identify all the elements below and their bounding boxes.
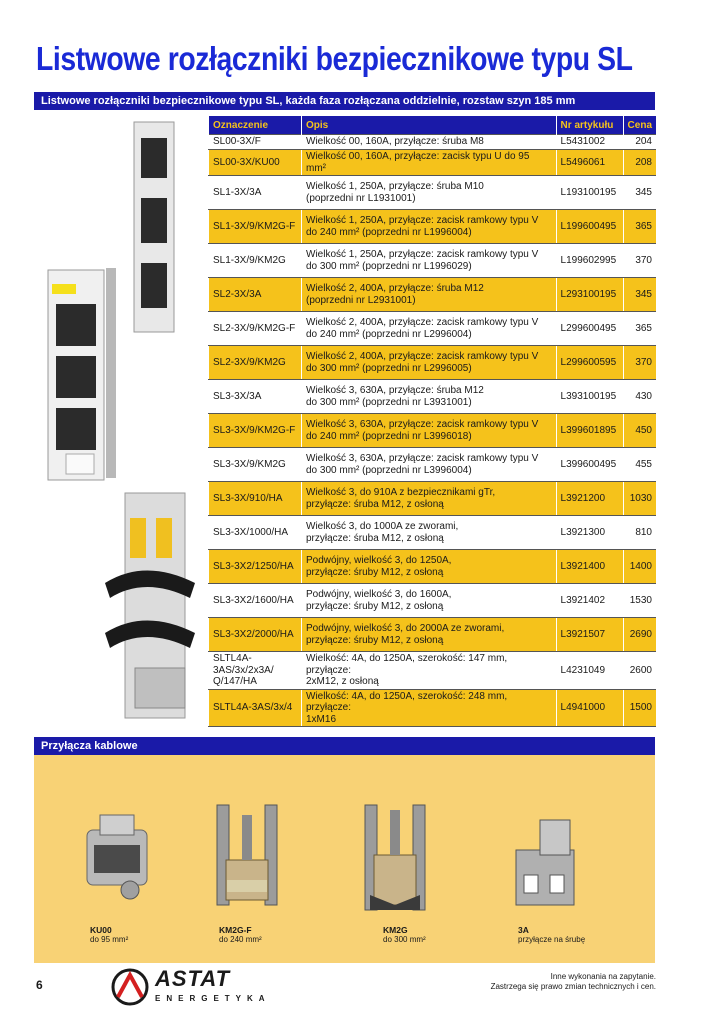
cell-nr-artykulu: L199600495 <box>556 210 623 244</box>
col-header-oznaczenie: Oznaczenie <box>209 116 302 135</box>
cell-cena: 1500 <box>623 689 656 727</box>
opis-line-1: Wielkość 1, 250A, przyłącze: zacisk ramkowy typu V <box>306 215 539 226</box>
cell-nr-artykulu: L399600495 <box>556 448 623 482</box>
opis-line-1: Wielkość 00, 160A, przyłącze: zacisk typu U do 95 mm² <box>306 151 530 174</box>
cell-cena: 1030 <box>623 482 656 516</box>
opis-line-1: Wielkość 2, 400A, przyłącze: śruba M12 <box>306 283 484 294</box>
opis-line-2: przyłącze: śruby M12, z osłoną <box>306 600 444 612</box>
oznaczenie-text: SL3-3X/910/HA <box>213 492 283 504</box>
cell-cena: 810 <box>623 516 656 550</box>
sl-switch-image <box>46 118 196 488</box>
cell-cena: 208 <box>623 150 656 176</box>
cell-nr-artykulu: L3921400 <box>556 550 623 584</box>
opis-line-2: przyłącze: śruby M12, z osłoną <box>306 566 444 578</box>
cell-oznaczenie <box>209 618 302 652</box>
table-row <box>209 550 657 584</box>
cell-oznaczenie <box>209 176 302 210</box>
col-header-nr-artykulu: Nr artykułu <box>556 116 623 135</box>
cell-opis <box>302 244 557 278</box>
footnote <box>491 972 656 992</box>
section-header-przylacza: Przyłącza kablowe <box>34 737 655 755</box>
table-row <box>209 346 657 380</box>
accessory-km2g <box>383 926 426 944</box>
opis-line-1: Wielkość 3, 630A, przyłącze: zacisk ramkowy typu V <box>306 453 539 464</box>
oznaczenie-text: SL3-3X2/1250/HA <box>213 560 294 572</box>
cell-cena: 455 <box>623 448 656 482</box>
km2g-clamp-image <box>360 800 430 918</box>
opis-line-1: Wielkość: 4A, do 1250A, szerokość: 147 mm, przyłącze: <box>306 653 508 676</box>
table-row <box>209 414 657 448</box>
cell-opis <box>302 346 557 380</box>
cell-oznaczenie <box>209 380 302 414</box>
cell-opis <box>302 584 557 618</box>
accessory-name: KU00 <box>90 925 112 935</box>
cell-oznaczenie <box>209 278 302 312</box>
cell-opis <box>302 278 557 312</box>
cell-opis <box>302 150 557 176</box>
opis-line-1: Podwójny, wielkość 3, do 2000A ze zworami, <box>306 623 505 634</box>
cell-cena: 345 <box>623 278 656 312</box>
accessory-desc: do 240 mm² <box>219 935 262 944</box>
cell-oznaczenie <box>209 482 302 516</box>
cell-oznaczenie <box>209 414 302 448</box>
cell-oznaczenie <box>209 346 302 380</box>
cell-nr-artykulu: L4941000 <box>556 689 623 727</box>
opis-line-2: do 300 mm² (poprzedni nr L2996005) <box>306 362 472 374</box>
table-row <box>209 278 657 312</box>
cell-nr-artykulu: L5496061 <box>556 150 623 176</box>
cell-cena: 1400 <box>623 550 656 584</box>
cell-cena: 370 <box>623 244 656 278</box>
table-row <box>209 584 657 618</box>
opis-line-1: Podwójny, wielkość 3, do 1250A, <box>306 555 452 566</box>
product-table-body <box>209 135 657 727</box>
opis-line-1: Wielkość 00, 160A, przyłącze: śruba M8 <box>306 136 484 148</box>
table-row <box>209 448 657 482</box>
opis-line-1: Wielkość 3, 630A, przyłącze: zacisk ramkowy typu V <box>306 419 539 430</box>
logo-subtitle: ENERGETYKA <box>155 994 271 1003</box>
cell-cena: 370 <box>623 346 656 380</box>
cell-oznaczenie <box>209 652 302 690</box>
3a-connector-image <box>510 815 580 915</box>
table-row <box>209 652 657 690</box>
oznaczenie-text: SL1-3X/3A <box>213 186 262 198</box>
table-row <box>209 244 657 278</box>
cell-opis <box>302 448 557 482</box>
accessory-name: 3A <box>518 925 529 935</box>
cell-cena: 2600 <box>623 652 656 690</box>
accessory-ku00 <box>90 926 128 944</box>
oznaczenie-text: SL00-3X/F <box>213 136 261 148</box>
cell-nr-artykulu: L3921402 <box>556 584 623 618</box>
oznaczenie-text: SL1-3X/9/KM2G-F <box>213 220 296 232</box>
cell-nr-artykulu: L3921200 <box>556 482 623 516</box>
opis-line-2: do 240 mm² (poprzedni nr L3996018) <box>306 430 472 442</box>
cell-oznaczenie <box>209 584 302 618</box>
cell-opis <box>302 176 557 210</box>
cell-nr-artykulu: L393100195 <box>556 380 623 414</box>
cell-nr-artykulu: L293100195 <box>556 278 623 312</box>
cell-oznaczenie <box>209 244 302 278</box>
table-row <box>209 380 657 414</box>
opis-line-1: Wielkość 1, 250A, przyłącze: zacisk ramkowy typu V <box>306 249 539 260</box>
opis-line-1: Podwójny, wielkość 3, do 1600A, <box>306 589 452 600</box>
accessory-desc: do 300 mm² <box>383 935 426 944</box>
oznaczenie-text: SL00-3X/KU00 <box>213 156 280 168</box>
oznaczenie-text: SL2-3X/9/KM2G <box>213 356 286 368</box>
opis-line-2: przyłącze: śruby M12, z osłoną <box>306 634 444 646</box>
product-table <box>208 116 656 727</box>
oznaczenie-text: SLTL4A-3AS/3x/2x3A/ <box>213 653 274 676</box>
cell-oznaczenie <box>209 689 302 727</box>
cell-nr-artykulu: L3921300 <box>556 516 623 550</box>
opis-line-1: Wielkość: 4A, do 1250A, szerokość: 248 mm, przyłącze: <box>306 690 508 713</box>
opis-line-2: (poprzedni nr L1931001) <box>306 192 416 204</box>
accessory-km2g-f <box>219 926 262 944</box>
cell-nr-artykulu: L4231049 <box>556 652 623 690</box>
cell-opis <box>302 482 557 516</box>
cell-opis <box>302 516 557 550</box>
cell-opis <box>302 550 557 584</box>
opis-line-1: Wielkość 1, 250A, przyłącze: śruba M10 <box>306 181 484 192</box>
oznaczenie-text: SLTL4A-3AS/3x/4 <box>213 702 293 713</box>
table-row <box>209 210 657 244</box>
footnote-line-2: Zastrzega się prawo zmian technicznych i cen. <box>490 982 656 991</box>
cell-opis <box>302 689 557 727</box>
cell-nr-artykulu: L193100195 <box>556 176 623 210</box>
cell-nr-artykulu: L299600495 <box>556 312 623 346</box>
cell-cena: 450 <box>623 414 656 448</box>
page-title: Listwowe rozłączniki bezpiecznikowe typu SL <box>36 40 633 77</box>
oznaczenie-text: SL1-3X/9/KM2G <box>213 254 286 266</box>
oznaczenie-text-line2: Q/147/HA <box>213 676 257 687</box>
oznaczenie-text: SL3-3X2/1600/HA <box>213 594 294 606</box>
table-row <box>209 176 657 210</box>
section-header-sl: Listwowe rozłączniki bezpiecznikowe typu SL, każda faza rozłączana oddzielnie, rozstaw szyn 185 mm <box>34 92 655 110</box>
cell-cena: 365 <box>623 210 656 244</box>
cell-nr-artykulu: L399601895 <box>556 414 623 448</box>
table-row <box>209 516 657 550</box>
cell-nr-artykulu: L3921507 <box>556 618 623 652</box>
oznaczenie-text: SL3-3X/9/KM2G <box>213 458 286 470</box>
cell-opis <box>302 618 557 652</box>
accessory-desc: przyłącze na śrubę <box>518 935 586 944</box>
table-row <box>209 618 657 652</box>
oznaczenie-text: SL3-3X/3A <box>213 390 262 402</box>
opis-line-2: przyłącze: śruba M12, z osłoną <box>306 532 444 544</box>
cell-cena: 1530 <box>623 584 656 618</box>
oznaczenie-text: SL3-3X2/2000/HA <box>213 628 294 640</box>
accessory-name: KM2G-F <box>219 925 252 935</box>
table-row <box>209 482 657 516</box>
oznaczenie-text: SL2-3X/3A <box>213 288 262 300</box>
astat-logo-icon <box>108 967 152 1007</box>
oznaczenie-text: SL3-3X/9/KM2G-F <box>213 424 296 436</box>
opis-line-2: do 300 mm² (poprzedni nr L1996029) <box>306 260 472 272</box>
opis-line-1: Wielkość 2, 400A, przyłącze: zacisk ramkowy typu V <box>306 351 539 362</box>
cell-cena: 2690 <box>623 618 656 652</box>
opis-line-1: Wielkość 2, 400A, przyłącze: zacisk ramkowy typu V <box>306 317 539 328</box>
cell-cena: 430 <box>623 380 656 414</box>
table-row <box>209 312 657 346</box>
oznaczenie-text: SL2-3X/9/KM2G-F <box>213 322 296 334</box>
opis-line-2: do 300 mm² (poprzedni nr L3931001) <box>306 396 472 408</box>
cell-oznaczenie <box>209 448 302 482</box>
cell-oznaczenie <box>209 210 302 244</box>
accessory-desc: do 95 mm² <box>90 935 129 944</box>
cell-cena: 345 <box>623 176 656 210</box>
col-header-cena: Cena <box>623 116 656 135</box>
footnote-line-1: Inne wykonania na zapytanie. <box>550 972 656 981</box>
cell-oznaczenie <box>209 550 302 584</box>
opis-line-2: do 240 mm² (poprzedni nr L1996004) <box>306 226 472 238</box>
cell-oznaczenie <box>209 150 302 176</box>
table-row <box>209 150 657 176</box>
km2g-f-clamp-image <box>212 800 282 915</box>
cell-cena: 365 <box>623 312 656 346</box>
col-header-opis: Opis <box>302 116 557 135</box>
oznaczenie-text: SL3-3X/1000/HA <box>213 526 289 538</box>
cell-oznaczenie <box>209 312 302 346</box>
opis-line-1: Wielkość 3, do 910A z bezpiecznikami gTr, <box>306 487 496 498</box>
opis-line-2: (poprzedni nr L2931001) <box>306 294 416 306</box>
accessory-name: KM2G <box>383 925 408 935</box>
cell-nr-artykulu: L299600595 <box>556 346 623 380</box>
accessory-3a <box>518 926 585 944</box>
cell-oznaczenie <box>209 135 302 150</box>
ku00-clamp-image <box>82 810 152 910</box>
opis-line-2: do 240 mm² (poprzedni nr L2996004) <box>306 328 472 340</box>
opis-line-2: 2xM12, z osłoną <box>306 676 379 687</box>
opis-line-1: Wielkość 3, do 1000A ze zworami, <box>306 521 459 532</box>
opis-line-2: do 300 mm² (poprzedni nr L3996004) <box>306 464 472 476</box>
cell-opis <box>302 312 557 346</box>
cell-oznaczenie <box>209 516 302 550</box>
opis-line-2: przyłącze: śruba M12, z osłoną <box>306 498 444 510</box>
cell-opis <box>302 414 557 448</box>
opis-line-2: 1xM16 <box>306 713 337 725</box>
cell-nr-artykulu: L5431002 <box>556 135 623 150</box>
table-row <box>209 135 657 150</box>
cell-opis <box>302 135 557 150</box>
page-number: 6 <box>36 978 43 992</box>
opis-line-1: Wielkość 3, 630A, przyłącze: śruba M12 <box>306 385 484 396</box>
cell-opis <box>302 380 557 414</box>
sl3-ha-switch-image <box>100 488 205 723</box>
logo-name: ASTAT <box>155 966 231 991</box>
cell-opis <box>302 210 557 244</box>
cell-nr-artykulu: L199602995 <box>556 244 623 278</box>
table-row <box>209 689 657 727</box>
cell-opis <box>302 652 557 690</box>
cell-cena: 204 <box>623 135 656 150</box>
